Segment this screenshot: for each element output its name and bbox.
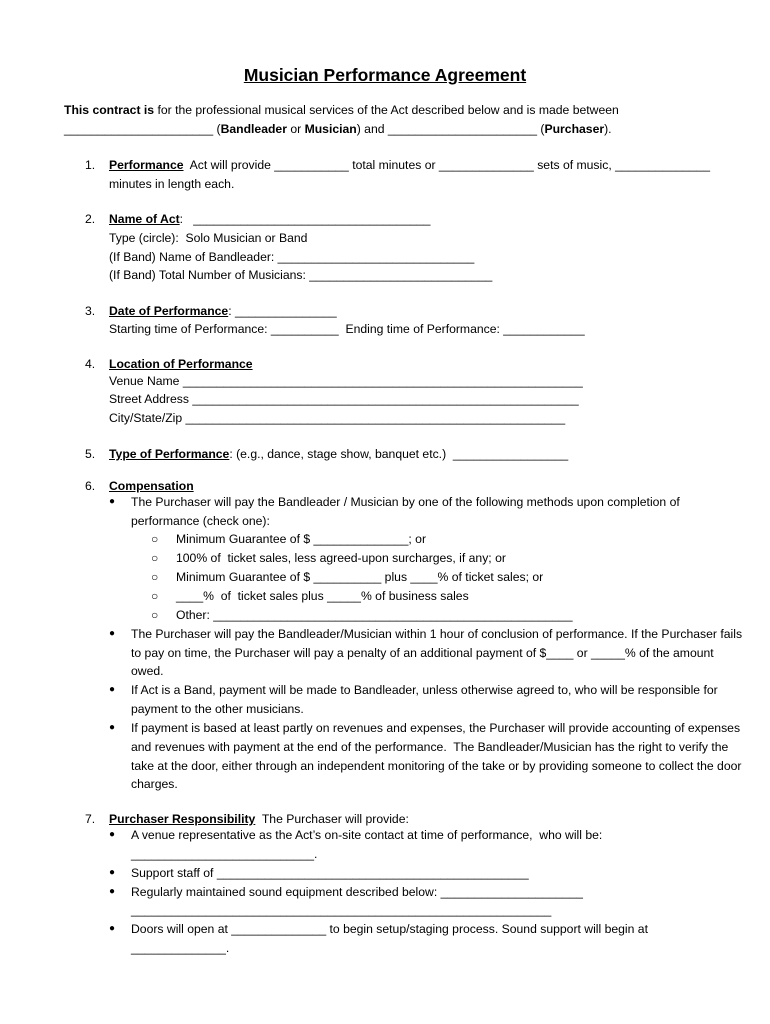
section-1-text: Act will provide ___________ total minutes or ______________ sets of music, ______________ [183,158,710,172]
venue-name-line: Venue Name ___________________________________________________________ [109,374,583,388]
intro-lead-rest: for the professional musical services of the Act described below and is made between [154,103,619,117]
option-ticket-sales: 100% of ticket sales, less agreed-upon surcharges, if any; or [176,551,506,565]
compensation-bullet-4-line-1: If payment is based at least partly on revenues and expenses, the Purchaser will provide accounting of expenses [131,721,741,735]
venue-rep-line-2: ___________________________. [131,847,318,861]
option-percent-sales: ____% of ticket sales plus _____% of business sales [176,589,469,603]
section-5-heading: Type of Performance [109,447,230,461]
section-5-number: 5. [85,447,96,461]
section-2-line-1 [109,210,430,228]
intro-line-2 [64,120,612,138]
bandleader-blank: ______________________ ( [64,122,221,136]
section-4-number: 4. [85,357,96,371]
section-7-number: 7. [85,812,96,826]
musician-label: Musician [304,122,357,136]
sound-equipment-line-1: Regularly maintained sound equipment described below: _____________________ [131,885,583,899]
compensation-bullet-4-line-2: and revenues with payment at the end of the performance. The Bandleader/Musician has the right to verify the [131,740,729,754]
intro-lead-bold: This contract is [64,103,155,117]
section-4-heading: Location of Performance [109,357,253,371]
sound-equipment-line-2: ______________________________________________________________ [131,903,552,917]
date-blank: : _______________ [228,304,337,318]
act-type-line: Type (circle): Solo Musician or Band [109,231,308,245]
bandleader-label: Bandleader [220,122,287,136]
bullet-icon: ● [109,886,116,897]
section-4-heading-line [109,355,253,373]
compensation-bullet-4-line-3: take at the door, either through an independent monitoring of the take or by providing someone to collect the door [131,759,742,773]
option-minimum-guarantee: Minimum Guarantee of $ ______________; or [176,532,427,546]
purchaser-label: Purchaser [544,122,605,136]
act-name-blank: : ___________________________________ [179,212,431,226]
total-musicians-line: (If Band) Total Number of Musicians: ___________________________ [109,268,493,282]
street-address-line: Street Address _________________________________________________________ [109,392,579,406]
section-3-number: 3. [85,304,96,318]
compensation-bullet-2-line-3: owed. [131,664,164,678]
circle-icon: ○ [151,570,159,584]
section-3-heading: Date of Performance [109,304,229,318]
circle-icon: ○ [151,532,159,546]
option-other: Other: _____________________________________________________ [176,608,573,622]
performance-type-text: : (e.g., dance, stage show, banquet etc.) _________________ [229,447,569,461]
option-guarantee-plus: Minimum Guarantee of $ __________ plus ____% of ticket sales; or [176,570,544,584]
bullet-icon: ● [109,923,116,934]
section-1-line-1 [109,156,710,174]
compensation-bullet-4-line-4: charges. [131,777,178,791]
section-1-number: 1. [85,158,96,172]
bandleader-name-line: (If Band) Name of Bandleader: _____________________________ [109,250,475,264]
or-text: or [286,122,305,136]
doors-open-line-1: Doors will open at ______________ to begin setup/staging process. Sound support will begin at [131,922,648,936]
section-6-number: 6. [85,479,96,493]
section-2-number: 2. [85,212,96,226]
venue-rep-line-1: A venue representative as the Act’s on-site contact at time of performance, who will be: [131,828,603,842]
purchaser-blank: ) and ______________________ ( [356,122,545,136]
city-state-zip-line: City/State/Zip ________________________________________________________ [109,411,566,425]
compensation-bullet-3-line-1: If Act is a Band, payment will be made to Bandleader, unless otherwise agreed to, who will be responsible for [131,683,718,697]
bullet-icon: ● [109,496,116,507]
page-title: Musician Performance Agreement [243,65,527,85]
section-6-heading: Compensation [109,479,194,493]
circle-icon: ○ [151,608,159,622]
section-2-heading: Name of Act [109,212,180,226]
support-staff-line: Support staff of ______________________________________________ [131,866,529,880]
compensation-bullet-2-line-2: to pay on time, the Purchaser will pay a penalty of an additional payment of $____ or _____% of the amount [131,646,714,660]
section-7-heading: Purchaser Responsibility [109,812,256,826]
compensation-bullet-1-line-2: performance (check one): [131,514,270,528]
bullet-icon: ● [109,722,116,733]
circle-icon: ○ [151,589,159,603]
performance-times-line: Starting time of Performance: __________ Ending time of Performance: ____________ [109,322,585,336]
bullet-icon: ● [109,684,116,695]
compensation-bullet-1-line-1: The Purchaser will pay the Bandleader / Musician by one of the following methods upon completion of [131,495,680,509]
section-1-heading: Performance [109,158,184,172]
section-5-line [109,445,568,463]
section-7-intro: The Purchaser will provide: [255,812,409,826]
section-1-line-2: minutes in length each. [109,177,235,191]
compensation-bullet-3-line-2: payment to the other musicians. [131,702,304,716]
circle-icon: ○ [151,551,159,565]
section-3-line-1 [109,302,337,320]
doors-open-line-2: ______________. [131,941,230,955]
bullet-icon: ● [109,829,116,840]
compensation-bullet-2-line-1: The Purchaser will pay the Bandleader/Musician within 1 hour of conclusion of performance. If the Purchaser fails [131,627,743,641]
bullet-icon: ● [109,628,116,639]
intro-line-1 [64,101,619,119]
bullet-icon: ● [109,867,116,878]
intro-close: ). [604,122,612,136]
